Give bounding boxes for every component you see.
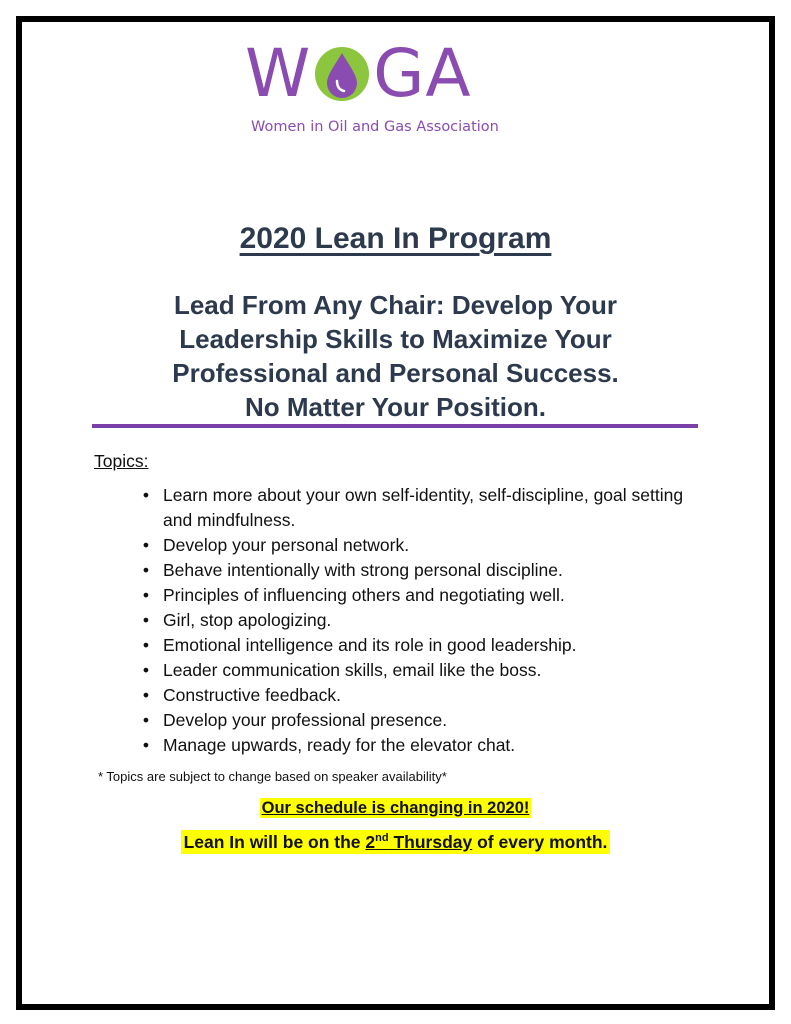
bullet-icon: • <box>142 560 150 580</box>
topic-text: Behave intentionally with strong personal discipline. <box>163 560 563 580</box>
bullet-icon: • <box>142 635 150 655</box>
topic-text: Develop your personal network. <box>163 535 410 555</box>
bullet-icon: • <box>142 660 150 680</box>
list-item <box>140 708 700 733</box>
list-item <box>140 683 700 708</box>
ordinal-number: 2 <box>365 832 376 852</box>
list-item <box>140 583 700 608</box>
list-item <box>140 558 700 583</box>
logo-letter-a: A <box>425 35 472 112</box>
topic-text: Constructive feedback. <box>163 685 342 705</box>
topic-text: Principles of influencing others and negotiating well. <box>163 585 565 605</box>
topic-text: Leader communication skills, email like the boss. <box>163 660 542 680</box>
schedule-notice <box>0 798 791 818</box>
topics-list <box>140 483 700 758</box>
subtitle-line: Leadership Skills to Maximize Your <box>179 324 612 354</box>
list-item <box>140 608 700 633</box>
topic-text: Girl, stop apologizing. <box>163 610 332 630</box>
subtitle <box>60 288 731 424</box>
topic-text: Develop your professional presence. <box>163 710 448 730</box>
subtitle-line: Professional and Personal Success. <box>172 358 619 388</box>
meeting-suffix: of every month. <box>472 832 608 852</box>
schedule-notice-text: Our schedule is changing in 2020! <box>261 799 530 817</box>
list-item <box>140 533 700 558</box>
topic-text: Learn more about your own self-identity, self-discipline, goal setting and mindfulness. <box>163 485 684 530</box>
list-item <box>140 658 700 683</box>
meeting-notice <box>0 832 791 853</box>
subtitle-line: No Matter Your Position. <box>245 392 546 422</box>
bullet-icon: • <box>142 585 150 605</box>
logo-tagline: Women in Oil and Gas Association <box>251 119 499 135</box>
topics-label: Topics: <box>94 451 149 471</box>
topic-text: Manage upwards, ready for the elevator chat. <box>163 735 516 755</box>
topic-text: Emotional intelligence and its role in good leadership. <box>163 635 577 655</box>
footnote: * Topics are subject to change based on speaker availability* <box>98 769 447 784</box>
ordinal-suffix: nd <box>375 832 389 845</box>
logo-letter-g: G <box>373 35 426 112</box>
meeting-notice-text <box>181 830 611 854</box>
bullet-icon: • <box>142 485 150 505</box>
meeting-prefix: Lean In will be on the <box>183 832 366 852</box>
bullet-icon: • <box>142 685 150 705</box>
logo-wordmark <box>245 35 472 112</box>
bullet-icon: • <box>142 535 150 555</box>
bullet-icon: • <box>142 610 150 630</box>
list-item <box>140 633 700 658</box>
woga-logo <box>245 35 545 138</box>
subtitle-line: Lead From Any Chair: Develop Your <box>173 290 618 320</box>
bullet-icon: • <box>142 710 150 730</box>
day-name: Thursday <box>388 832 473 852</box>
bullet-icon: • <box>142 735 150 755</box>
list-item <box>140 733 700 758</box>
meeting-day <box>365 832 472 852</box>
oil-drop-icon <box>313 45 371 103</box>
divider-rule <box>92 424 698 428</box>
page-title: 2020 Lean In Program <box>239 222 552 255</box>
list-item <box>140 483 700 533</box>
logo-letter-w: W <box>245 35 312 112</box>
